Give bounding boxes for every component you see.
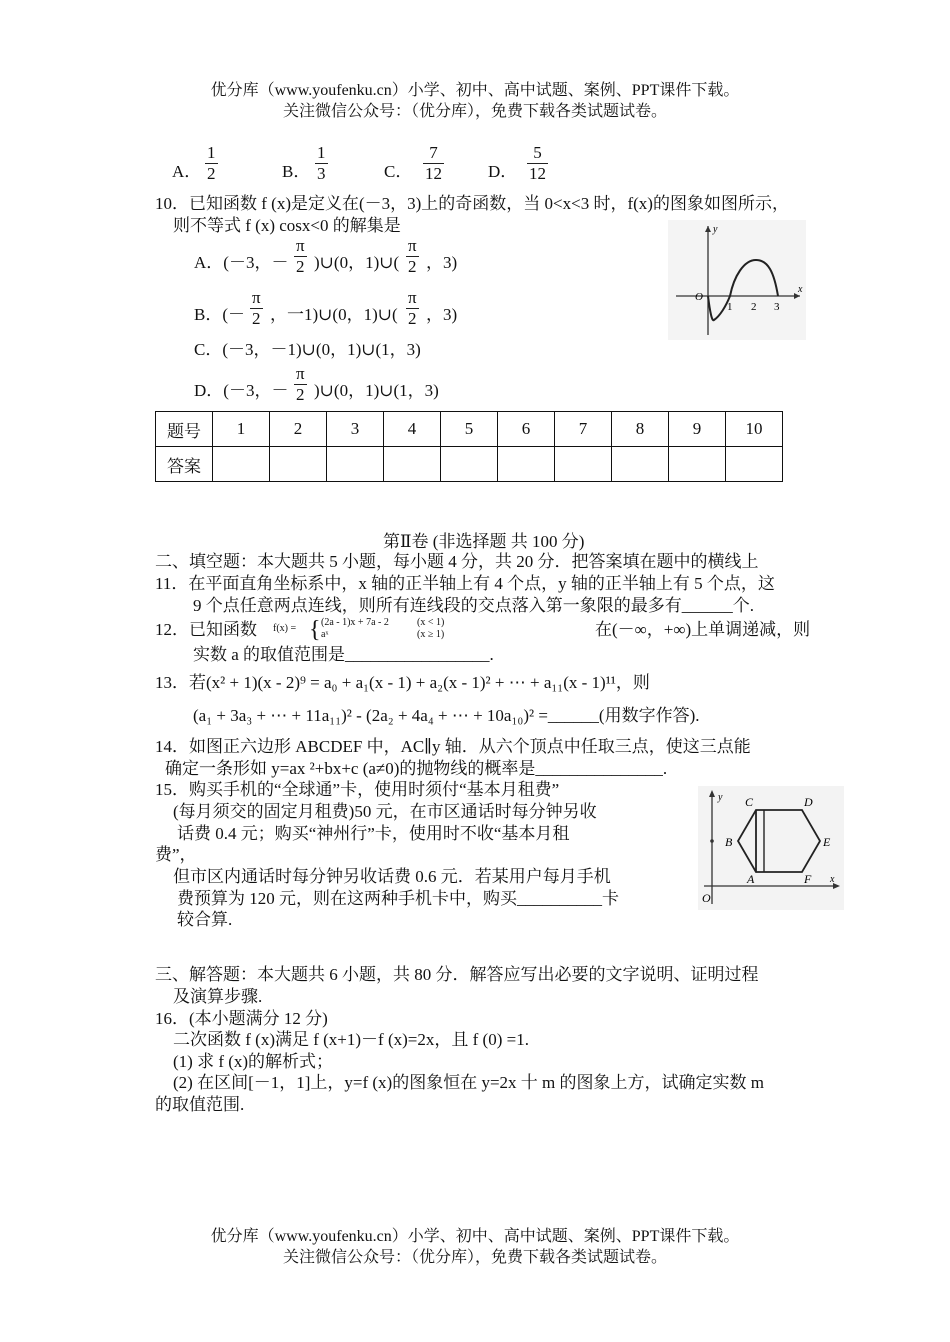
q9-d-numerator: 5 [533, 143, 542, 162]
q10-a-part1: A．(－3，－ [194, 253, 289, 272]
q10-a-frac1 [294, 236, 307, 277]
q9-option-d-label: D． [488, 162, 518, 181]
answer-table-answer-row [156, 447, 783, 482]
q10-a-part2: )∪(0，1)∪( [314, 253, 400, 272]
vertex-a-label: A [747, 872, 755, 886]
q9-option-c-value [423, 143, 444, 184]
q14-line2: 确定一条形如 y=ax ²+bx+c (a≠0)的抛物线的概率是_______________. [165, 759, 668, 778]
table-cell-number: 1 [213, 412, 270, 447]
q9-a-denominator: 2 [207, 164, 216, 183]
answer-cell [726, 447, 783, 482]
table-header-answer: 答案 [156, 447, 213, 482]
answer-cell [669, 447, 726, 482]
part3-intro-line2: 及演算步骤. [173, 987, 263, 1006]
q9-b-denominator: 3 [317, 164, 326, 183]
table-cell-number: 7 [555, 412, 612, 447]
q9-options [172, 143, 592, 191]
q13-line1: 13．若(x² + 1)(x - 2)⁹ = a₀ + a₁(x - 1) + a₂(x - 1)² + ⋯ + a₁₁(x - 1)¹¹，则 [155, 673, 650, 692]
y-axis-label: y [713, 224, 718, 235]
q16-line1: 二次函数 f (x)满足 f (x+1)－f (x)=2x，且 f (0) =1. [173, 1030, 529, 1049]
tick-label-1: 1 [727, 301, 733, 313]
frac-den: 2 [406, 256, 419, 277]
q9-option-b-label: B． [282, 162, 311, 181]
q10-b-part3: ，3) [426, 305, 458, 324]
table-cell-number: 2 [270, 412, 327, 447]
answer-cell [612, 447, 669, 482]
answer-cell [327, 447, 384, 482]
part2-title: 第Ⅱ卷 (非选择题 共 100 分) [383, 532, 585, 551]
fill-in-intro: 二、填空题：本大题共 5 小题，每小题 4 分，共 20 分．把答案填在题中的横线上 [155, 552, 759, 571]
q10-d-part2: )∪(0，1)∪(1，3) [314, 381, 439, 400]
part3-intro-line1: 三、解答题：本大题共 6 小题，共 80 分．解答应写出必要的文字说明、证明过程 [155, 965, 759, 984]
q15-line4: 费”， [155, 845, 197, 864]
q12-cond2: (x ≥ 1) [417, 629, 445, 640]
q11-line1: 11．在平面直角坐标系中，x 轴的正半轴上有 4 个点，y 轴的正半轴上有 5 个点，这 [155, 574, 775, 593]
q10-b-part2: ，一1)∪(0，1)∪( [270, 305, 398, 324]
q14-hexagon-figure [698, 786, 844, 910]
q10-stem-line1: 10．已知函数 f (x)是定义在(－3，3)上的奇函数，当 0<x<3 时，f(x)的图象如图所示， [155, 194, 789, 213]
frac-den: 2 [250, 308, 263, 329]
answer-cell [384, 447, 441, 482]
origin-label: O [702, 891, 711, 905]
q12-brace: { [309, 617, 321, 643]
table-header-question-number: 题号 [156, 412, 213, 447]
table-cell-number: 8 [612, 412, 669, 447]
q10-d-part1: D．(－3，－ [194, 381, 289, 400]
answer-table [155, 411, 783, 482]
frac-den: 2 [294, 256, 307, 277]
q9-c-denominator: 12 [425, 164, 442, 183]
q15-line7: 较合算. [177, 910, 233, 929]
q10-d-frac1 [294, 364, 307, 405]
q14-line1: 14．如图正六边形 ABCDEF 中，AC∥y 轴．从六个顶点中任取三点，使这三点能 [155, 737, 751, 756]
q12-prefix: 12．已知函数 [155, 620, 257, 639]
q9-b-numerator: 1 [317, 143, 326, 162]
table-cell-number: 3 [327, 412, 384, 447]
q15-line5: 但市区内通话时每分钟另收话费 0.6 元．若某用户每月手机 [173, 867, 611, 886]
pi-symbol: π [252, 288, 261, 307]
vertex-d-label: D [804, 795, 813, 809]
q10-stem-line2: 则不等式 f (x) cosx<0 的解集是 [173, 216, 401, 235]
q9-a-numerator: 1 [207, 143, 216, 162]
answer-cell [441, 447, 498, 482]
table-cell-number: 9 [669, 412, 726, 447]
origin-label: O [695, 291, 703, 303]
vertex-b-label: B [725, 835, 733, 849]
tick-label-3: 3 [774, 301, 780, 313]
q9-option-a-label: A． [172, 162, 202, 181]
vertex-f-label: F [804, 872, 812, 886]
vertex-e-label: E [823, 835, 831, 849]
table-cell-number: 10 [726, 412, 783, 447]
q16-line2: (1) 求 f (x)的解析式； [173, 1052, 334, 1071]
q16-title: 16．(本小题满分 12 分) [155, 1009, 328, 1028]
x-axis-label: x [830, 874, 835, 885]
x-axis-label: x [798, 284, 803, 295]
page-header-line1: 优分库（www.youfenku.cn）小学、初中、高中试题、案例、PPT课件下载。 [210, 82, 740, 99]
pi-symbol: π [296, 364, 305, 383]
q13-line2: (a₁ + 3a₃ + ⋯ + 11a₁₁)² - (2a₂ + 4a₄ + ⋯ + 10a₁₀)² =______(用数字作答). [193, 706, 700, 725]
q9-option-c-label: C． [384, 162, 413, 181]
answer-cell [270, 447, 327, 482]
q12-case2: aˣ [321, 629, 329, 640]
q9-option-d-value [527, 143, 548, 184]
q15-line6: 费预算为 120 元，则在这两种手机卡中，购买__________卡 [177, 889, 619, 908]
page-footer-line2: 关注微信公众号：（优分库），免费下载各类试题试卷。 [282, 1249, 667, 1266]
answer-cell [555, 447, 612, 482]
q16-line3: (2) 在区间[－1，1]上，y=f (x)的图象恒在 y=2x 十 m 的图象上方，试确定实数 m [173, 1073, 764, 1092]
table-cell-number: 6 [498, 412, 555, 447]
q10-b-frac1 [250, 288, 263, 329]
q10-b-frac2 [406, 288, 419, 329]
page-header-line2: 关注微信公众号：（优分库），免费下载各类试题试卷。 [282, 103, 667, 120]
q10-a-part3: ，3) [426, 253, 458, 272]
q16-line4: 的取值范围. [155, 1095, 245, 1114]
pi-symbol: π [408, 236, 417, 255]
q10-option-c: C．(－3，－1)∪(0，1)∪(1，3) [194, 340, 421, 359]
table-cell-number: 4 [384, 412, 441, 447]
table-cell-number: 5 [441, 412, 498, 447]
q10-function-graph [668, 220, 806, 340]
q9-option-b-value [315, 143, 328, 184]
point-mark [710, 839, 714, 843]
q12-case1: (2a - 1)x + 7a - 2 [321, 617, 389, 628]
tick-label-2: 2 [751, 301, 757, 313]
q12-cond1: (x < 1) [417, 617, 445, 628]
q11-line2: 9 个点任意两点连线，则所有连线段的交点落入第一象限的最多有______个. [193, 596, 754, 615]
answer-cell [213, 447, 270, 482]
q12-suffix: 在(－∞，+∞)上单调递减，则 [595, 620, 811, 639]
page-footer-line1: 优分库（www.youfenku.cn）小学、初中、高中试题、案例、PPT课件下载。 [210, 1228, 740, 1245]
frac-den: 2 [294, 384, 307, 405]
q10-b-part1: B．(－ [194, 305, 245, 324]
q10-a-frac2 [406, 236, 419, 277]
q15-line3: 话费 0.4 元；购买“神州行”卡，使用时不收“基本月租 [177, 824, 570, 843]
q12-line2: 实数 a 的取值范围是_________________. [193, 645, 494, 664]
q9-d-denominator: 12 [529, 164, 546, 183]
q12-line1 [155, 616, 855, 646]
answer-table-number-row [156, 412, 783, 447]
q12-fx: f(x) = [273, 623, 297, 634]
pi-symbol: π [296, 236, 305, 255]
answer-cell [498, 447, 555, 482]
pi-symbol: π [408, 288, 417, 307]
frac-den: 2 [406, 308, 419, 329]
q9-option-a-value [205, 143, 218, 184]
q15-line2: (每月须交的固定月租费)50 元，在市区通话时每分钟另收 [173, 802, 597, 821]
vertex-c-label: C [745, 795, 754, 809]
y-axis-label: y [718, 792, 723, 803]
q9-c-numerator: 7 [429, 143, 438, 162]
q15-line1: 15．购买手机的“全球通”卡，使用时须付“基本月租费” [155, 780, 560, 799]
